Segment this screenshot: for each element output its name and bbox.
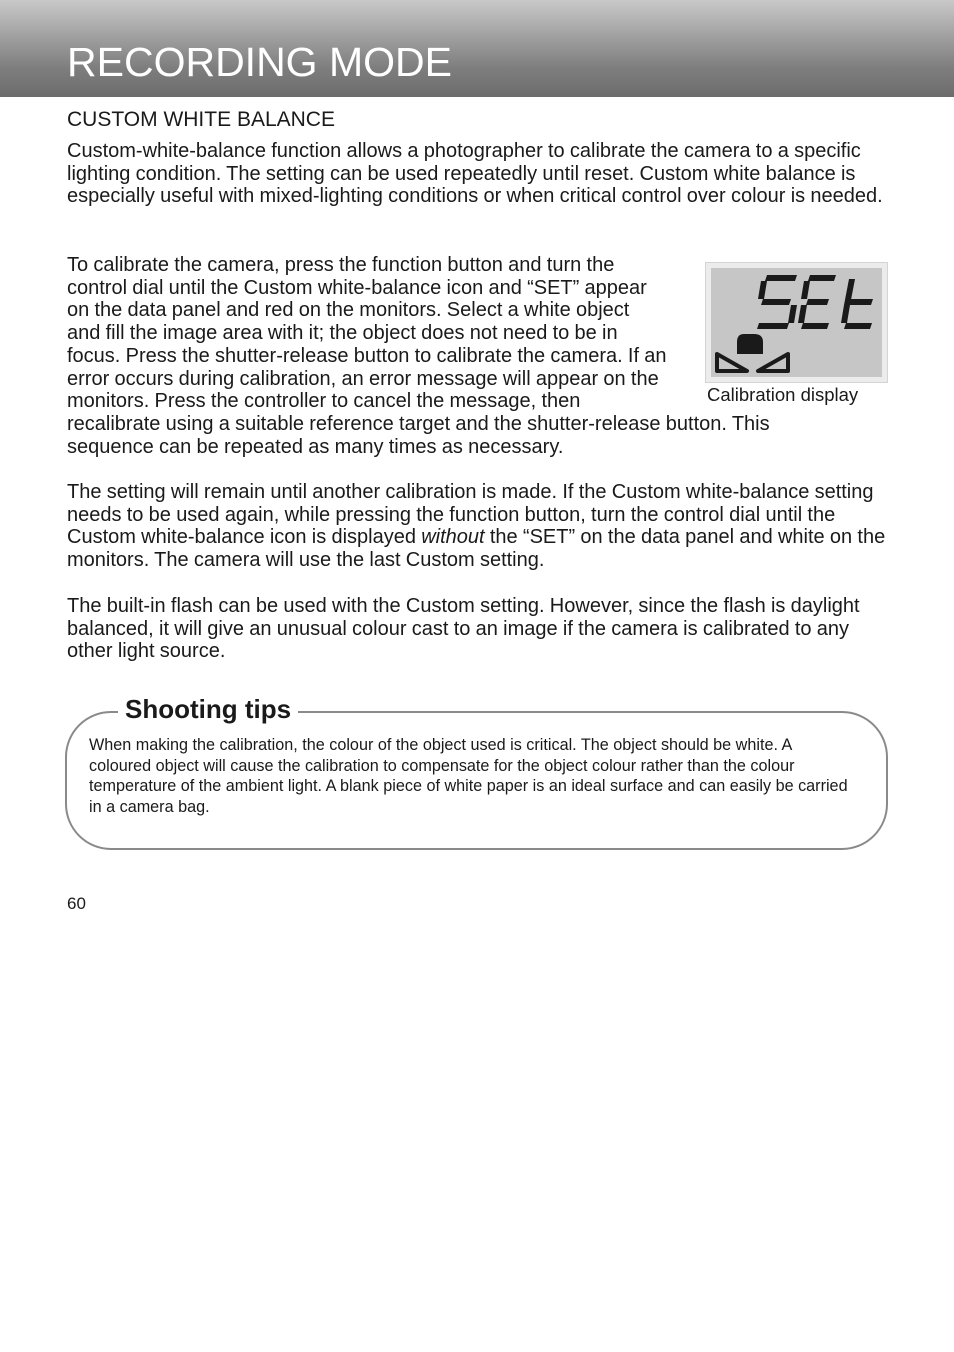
reuse-text-end: the “SET” on the data panel and white on the monitors. The camera will use the last Custom setting. xyxy=(67,526,886,572)
reuse-text-start: The setting will remain until another calibration is made. If the Custom white-balance setting needs to be used again, while pressing the function button, turn the control dial until the Custom white-balance icon is displayed xyxy=(67,481,874,549)
set-segment-text xyxy=(757,275,873,329)
page-title: RECORDING MODE xyxy=(67,39,452,85)
reuse-setting-paragraph xyxy=(67,481,887,572)
intro-paragraph: Custom-white-balance function allows a photographer to calibrate the camera to a specific lighting condition. The setting can be used repeatedly until reset. Custom white balance is especially useful with mixed-lighting conditions or when critical control over colour is needed. xyxy=(67,140,883,208)
calibration-display-figure xyxy=(705,262,888,383)
calibration-line: control dial until the Custom white-balance icon and “SET” appear xyxy=(67,276,647,299)
lcd-segment-display xyxy=(711,268,882,377)
shooting-tips-text: When making the calibration, the colour of the object used is critical. The object should be white. A coloured object will cause the calibration to compensate for the object colour rather than the colour temperature of the ambient light. A blank piece of white paper is an ideal surface and can easily be carried in a camera bag. xyxy=(89,736,848,816)
calibration-line: and fill the image area with it; the object does not need to be in xyxy=(67,322,618,345)
page-header-bar xyxy=(0,0,954,97)
calibration-line: error occurs during calibration, an error message will appear on the xyxy=(67,367,659,390)
shooting-tips-title-wrap xyxy=(118,693,298,725)
calibration-line: on the data panel and red on the monitors. Select a white object xyxy=(67,299,630,322)
flash-paragraph: The built-in flash can be used with the Custom setting. However, since the flash is daylight balanced, it will give an unusual colour cast to an image if the camera is calibrated to any other light source. xyxy=(67,595,860,663)
calibration-line: focus. Press the shutter-release button to calibrate the camera. If an xyxy=(67,344,667,367)
custom-white-balance-icon xyxy=(717,334,788,371)
section-heading: CUSTOM WHITE BALANCE xyxy=(67,108,335,131)
calibration-line: monitors. Press the controller to cancel the message, then xyxy=(67,390,581,413)
page-number: 60 xyxy=(67,894,86,913)
figure-caption: Calibration display xyxy=(707,384,859,405)
calibration-line: sequence can be repeated as many times as necessary. xyxy=(67,435,564,458)
calibration-line: To calibrate the camera, press the function button and turn the xyxy=(67,254,615,276)
calibration-line: recalibrate using a suitable reference target and the shutter-release button. This xyxy=(67,412,770,435)
shooting-tips-title: Shooting tips xyxy=(125,694,292,724)
lcd-panel xyxy=(711,268,882,377)
emphasis-word: without xyxy=(421,526,485,549)
